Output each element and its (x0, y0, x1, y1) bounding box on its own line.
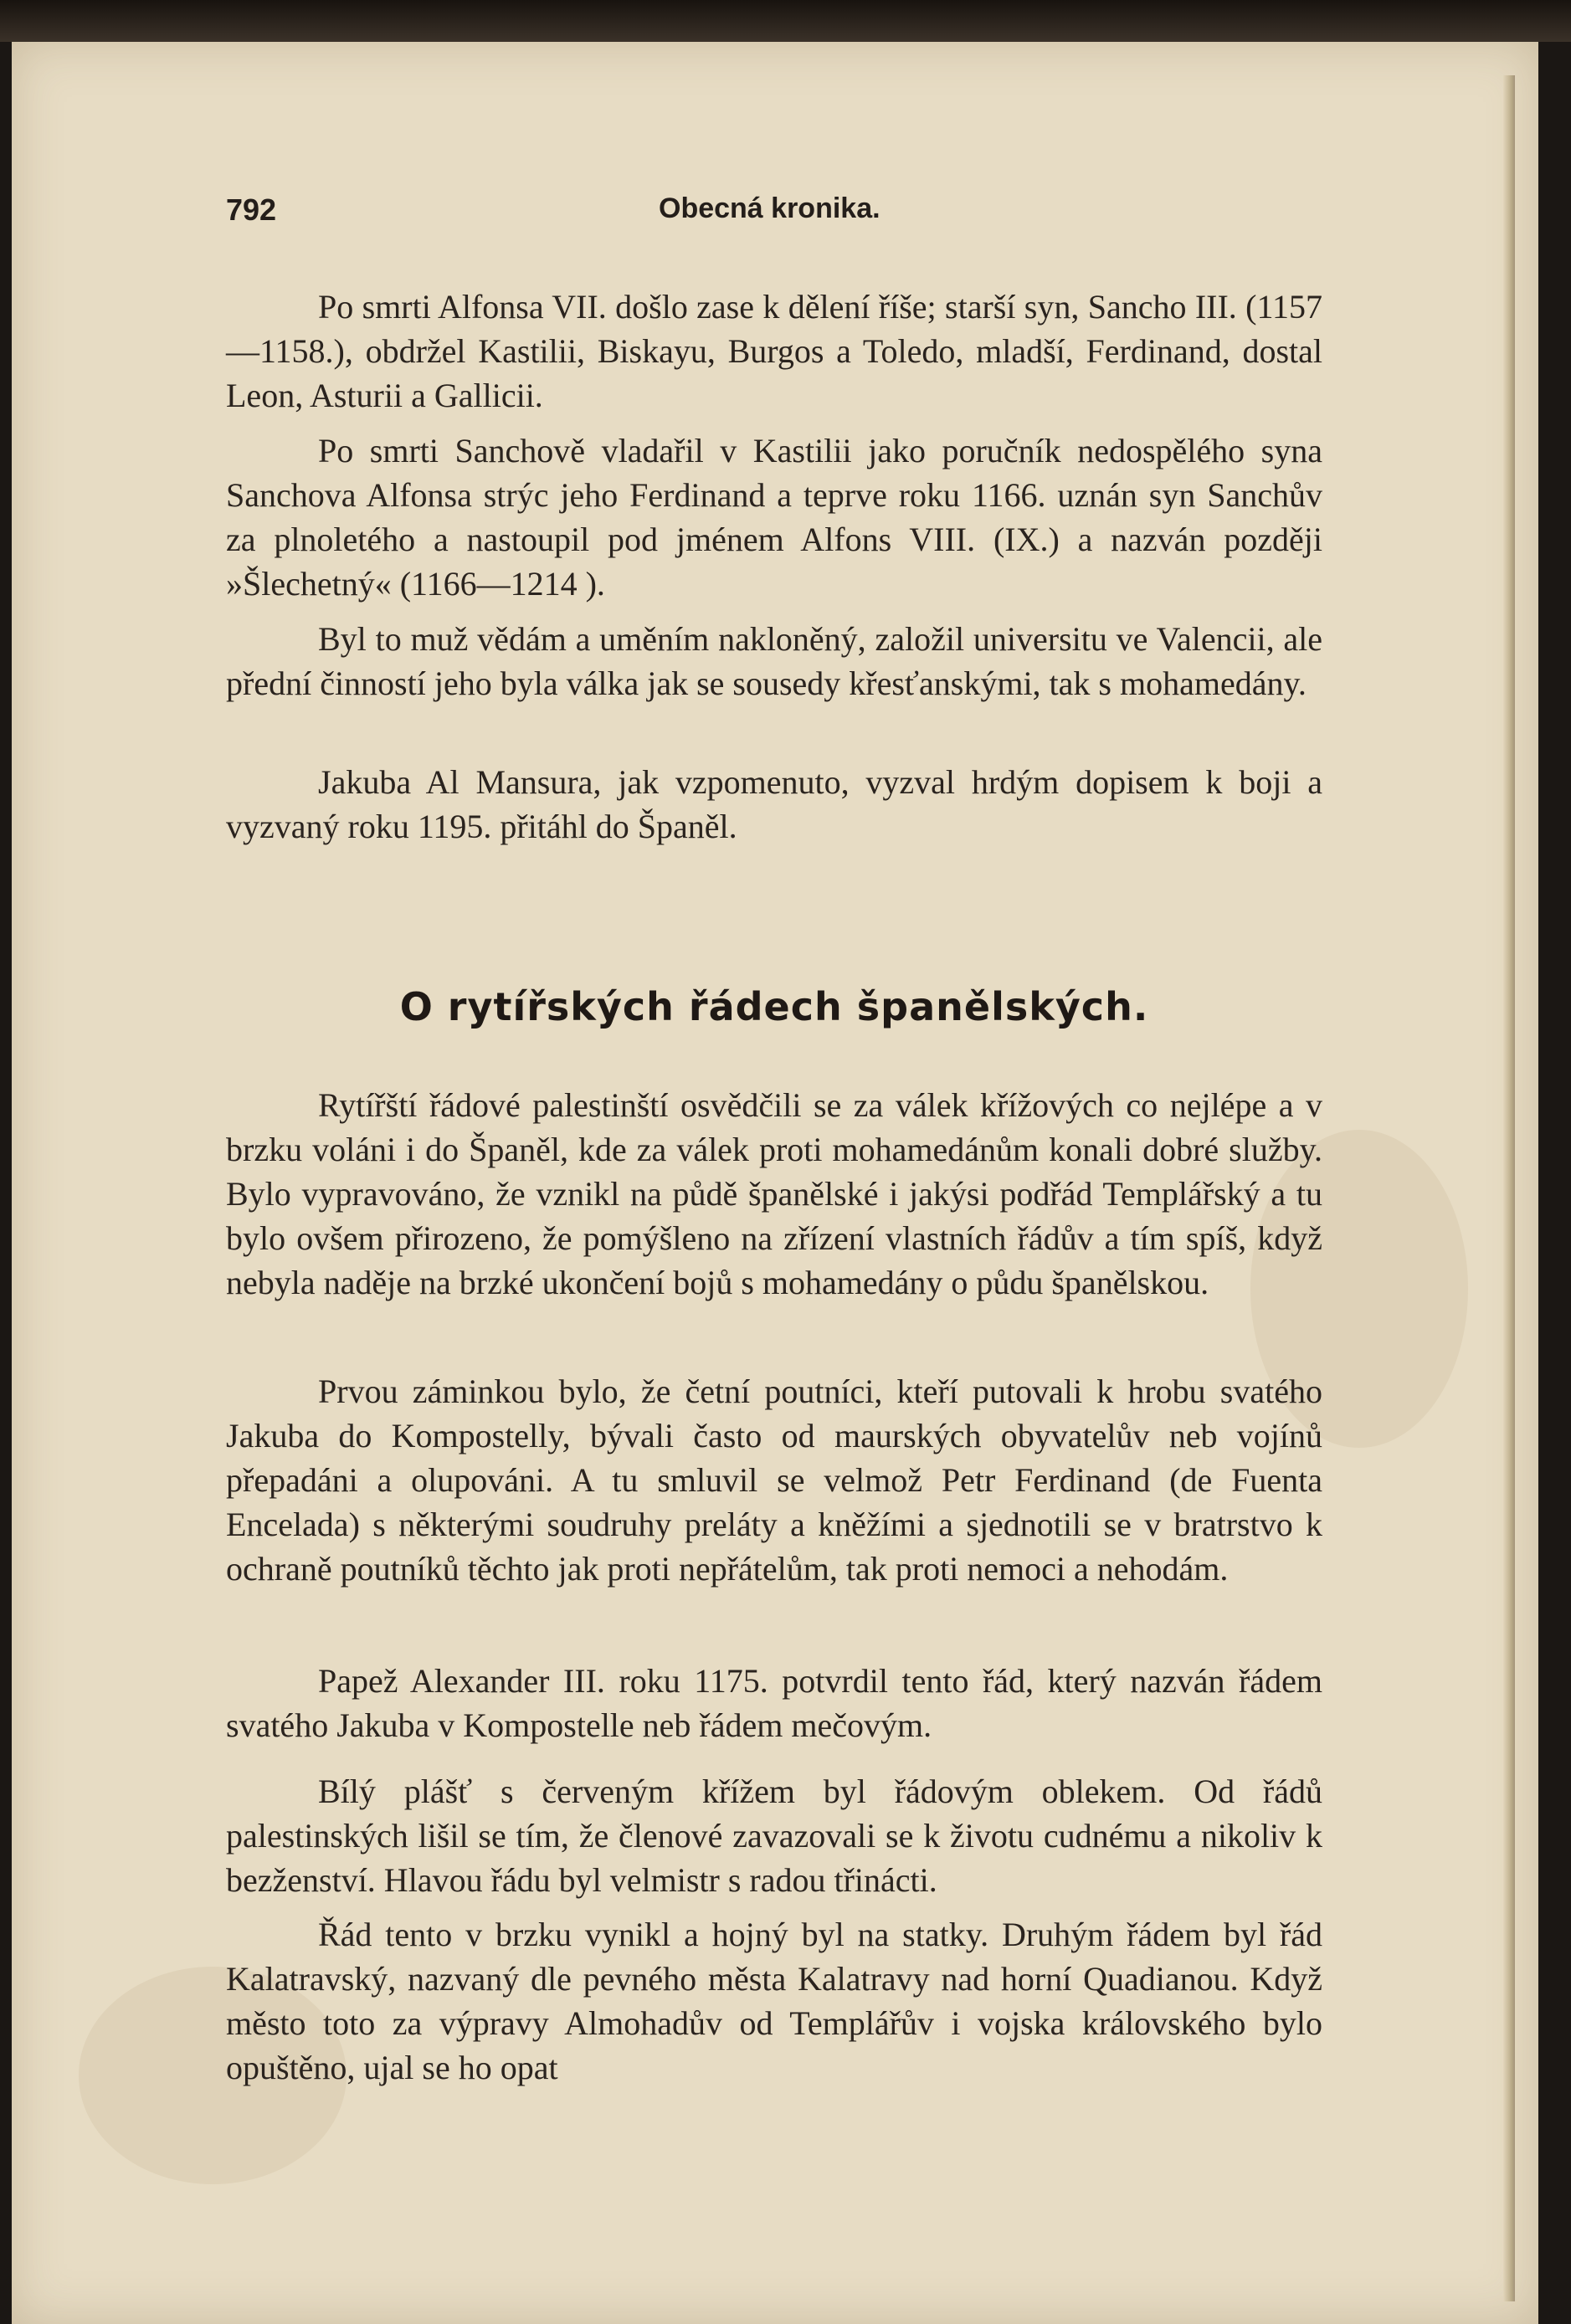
page-header (214, 192, 1327, 229)
page-top-edge (0, 0, 1571, 42)
book-spine-edge (1503, 75, 1515, 2301)
page-number: 792 (226, 192, 277, 227)
paragraph: Rytířští řádové palestinští osvědčili se za válek křížových co nejlépe a v brzku voláni i do Španěl, kde za válek proti mohamedánům konali dobré služby. Bylo vypravováno, že vznikl na půdě španělské i jakýsi podřád Templářský a tu bylo ovšem přirozeno, že pomýšleno na zřízení vlastních řádův a tím spíš, když nebyla naděje na brzké ukončení bojů s mohamedány o půdu španělskou. (226, 1086, 1322, 1301)
paragraph: Bílý plášť s červeným křížem byl řádovým oblekem. Od řádů palestinských lišil se tím, že členové zavazovali se k životu cudnému a nikoliv k bezženství. Hlavou řádu byl velmistr s radou třinácti. (226, 1772, 1322, 1899)
running-title: Obecná kronika. (659, 192, 880, 224)
paragraph: Řád tento v brzku vynikl a hojný byl na statky. Druhým řádem byl řád Kalatravský, nazvaný dle pevného města Kalatravy nad horní Quadianou. Když město toto za výpravy Almohadův od Templářův i vojska královského bylo opuštěno, ujal se ho opat (226, 1916, 1322, 2086)
paragraph: Po smrti Alfonsa VII. došlo zase k dělení říše; starší syn, Sancho III. (1157—1158.), obdržel Kastilii, Biskayu, Burgos a Toledo, mladší, Ferdinand, dostal Leon, Asturii a Gallicii. (226, 288, 1322, 414)
paragraph: Prvou záminkou bylo, že četní poutníci, kteří putovali k hrobu svatého Jakuba do Kompostelly, bývali často od maurských obyvatelův neb vojínů přepadáni a olupováni. A tu smluvil se velmož Petr Ferdinand (de Fuenta Encelada) s některými soudruhy preláty a kněžími a sjednotili se v bratrstvo k ochraně poutníků těchto jak proti nepřátelům, tak proti nemoci a nehodám. (226, 1372, 1322, 1588)
paragraph: Papež Alexander III. roku 1175. potvrdil tento řád, který nazván řádem svatého Jakuba v Kompostelle neb řádem mečovým. (226, 1662, 1322, 1744)
paragraph: Jakuba Al Mansura, jak vzpomenuto, vyzval hrdým dopisem k boji a vyzvaný roku 1195. přitáhl do Španěl. (226, 763, 1322, 845)
section-heading: O rytířských řádech španělských. (399, 984, 1149, 1029)
paragraph: Po smrti Sanchově vladařil v Kastilii jako poručník nedospělého syna Sanchova Alfonsa strýc jeho Ferdinand a teprve roku 1166. uznán syn Sanchův za plnoletého a nastoupil pod jménem Alfons VIII. (IX.) a nazván později »Šlechetný« (1166—1214 ). (226, 432, 1322, 603)
paragraph: Byl to muž vědám a uměním nakloněný, založil universitu ve Valencii, ale přední činností jeho byla válka jak se sousedy křesťanskými, tak s mohamedány. (226, 620, 1322, 702)
